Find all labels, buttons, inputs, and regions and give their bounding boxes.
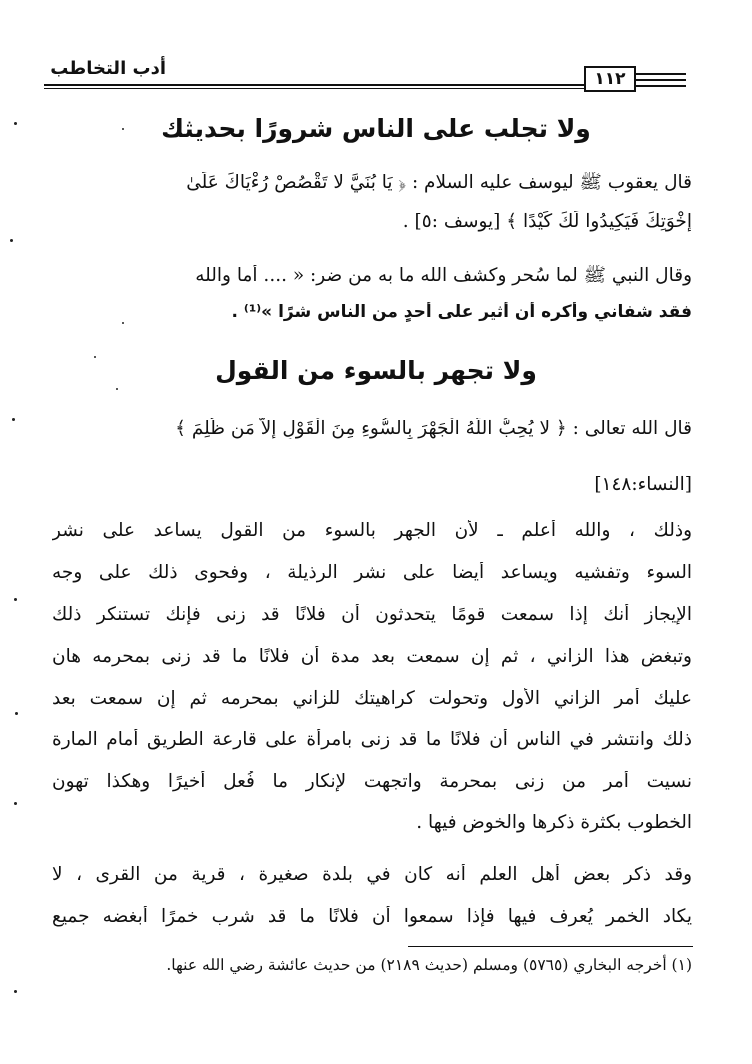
footnote-rule xyxy=(408,946,693,947)
scan-speck xyxy=(12,418,15,421)
paragraph-4-line: نسيت أمر من زنى بمحرمة واتجهت لإنكار ما فُعل أخيرًا وهكذا تهون xyxy=(52,771,692,792)
header-rule xyxy=(44,84,584,86)
section-heading-2: ولا تجهر بالسوء من القول xyxy=(215,356,537,385)
paragraph-4-line: السوء وتفشيه ويساعد أيضا على نشر الرذيلة ، وفحوى ذلك على وجه xyxy=(52,562,692,583)
paragraph-2-line-1: وقال النبي ﷺ لما سُحر وكشف الله ما به من ضر: « .... أما والله xyxy=(195,265,692,286)
paragraph-3-line-2: [النساء:١٤٨] xyxy=(594,474,692,495)
paragraph-4-line: عليك أمر الزاني الأول وتحولت كراهيتك للزاني بمحرمه ثم إن سمعت بعد xyxy=(52,688,692,709)
scan-speck xyxy=(94,356,96,358)
paragraph-2-line-2: فقد شفاني وأكره أن أثير على أحدٍ من الناس شرًا »⁽¹⁾ . xyxy=(231,302,692,322)
paragraph-1-line-1: قال يعقوب ﷺ ليوسف عليه السلام : ﴿ يَا بُنَيَّ لا تَقْصُصْ رُءْيَاكَ عَلَىٰ xyxy=(186,172,692,193)
paragraph-1-line-2: إِخْوَتِكَ فَيَكِيدُوا لَكَ كَيْدًا ﴾ [يوسف :٥] . xyxy=(402,211,692,232)
paragraph-4-line: الخطوب بكثرة ذكرها والخوض فيها . xyxy=(416,812,692,833)
scan-speck xyxy=(14,802,17,805)
scan-speck xyxy=(14,990,17,993)
running-header-title: أدب التخاطب xyxy=(50,58,166,79)
paragraph-3-line-1: قال الله تعالى : ﴿ لا يُحِبُّ اللَّهُ الْجَهْرَ بِالسُّوءِ مِنَ الْقَوْلِ إِلاَّ مَن ظُلِمَ ﴾ xyxy=(175,418,692,439)
scan-speck xyxy=(15,712,18,715)
page-number-ornament xyxy=(636,85,686,87)
page-number-ornament xyxy=(636,73,686,75)
page-number: ١١٢ xyxy=(584,66,636,92)
scan-speck xyxy=(10,239,13,242)
scan-speck xyxy=(14,122,17,125)
paragraph-4-line: الإيجاز أنك إذا سمعت قومًا يتحدثون أن فلانًا قد زنى فإنك تستنكر ذلك xyxy=(52,604,692,625)
scan-speck xyxy=(122,128,124,130)
header-rule-thin xyxy=(44,88,584,89)
paragraph-4-line: ذلك وانتشر في الناس أن فلانًا ما قد زنى بامرأة على قارعة الطريق أمام المارة xyxy=(52,729,692,750)
paragraph-5-line: وقد ذكر بعض أهل العلم أنه كان في بلدة صغيرة ، قرية من القرى ، لا xyxy=(52,864,692,885)
scan-speck xyxy=(122,322,124,324)
paragraph-4-line: وذلك ، والله أعلم ـ لأن الجهر بالسوء من القول يساعد على نشر xyxy=(52,520,692,541)
footnote: (١) أخرجه البخاري (٥٧٦٥) ومسلم (حديث ٢١٨٩) من حديث عائشة رضي الله عنها. xyxy=(166,956,692,974)
section-heading-1: ولا تجلب على الناس شرورًا بحديثك xyxy=(161,114,591,143)
page-number-ornament xyxy=(636,79,686,81)
scan-speck xyxy=(14,598,17,601)
scan-speck xyxy=(116,388,118,390)
paragraph-5-line: يكاد الخمر يُعرف فيها فإذا سمعوا أن فلانًا ما قد شرب خمرًا أبغضه جميع xyxy=(52,906,692,927)
paragraph-4-line: وتبغض هذا الزاني ، ثم إن سمعت بعد مدة أن فلانًا ما قد زنى بمحرمه هان xyxy=(52,646,692,667)
